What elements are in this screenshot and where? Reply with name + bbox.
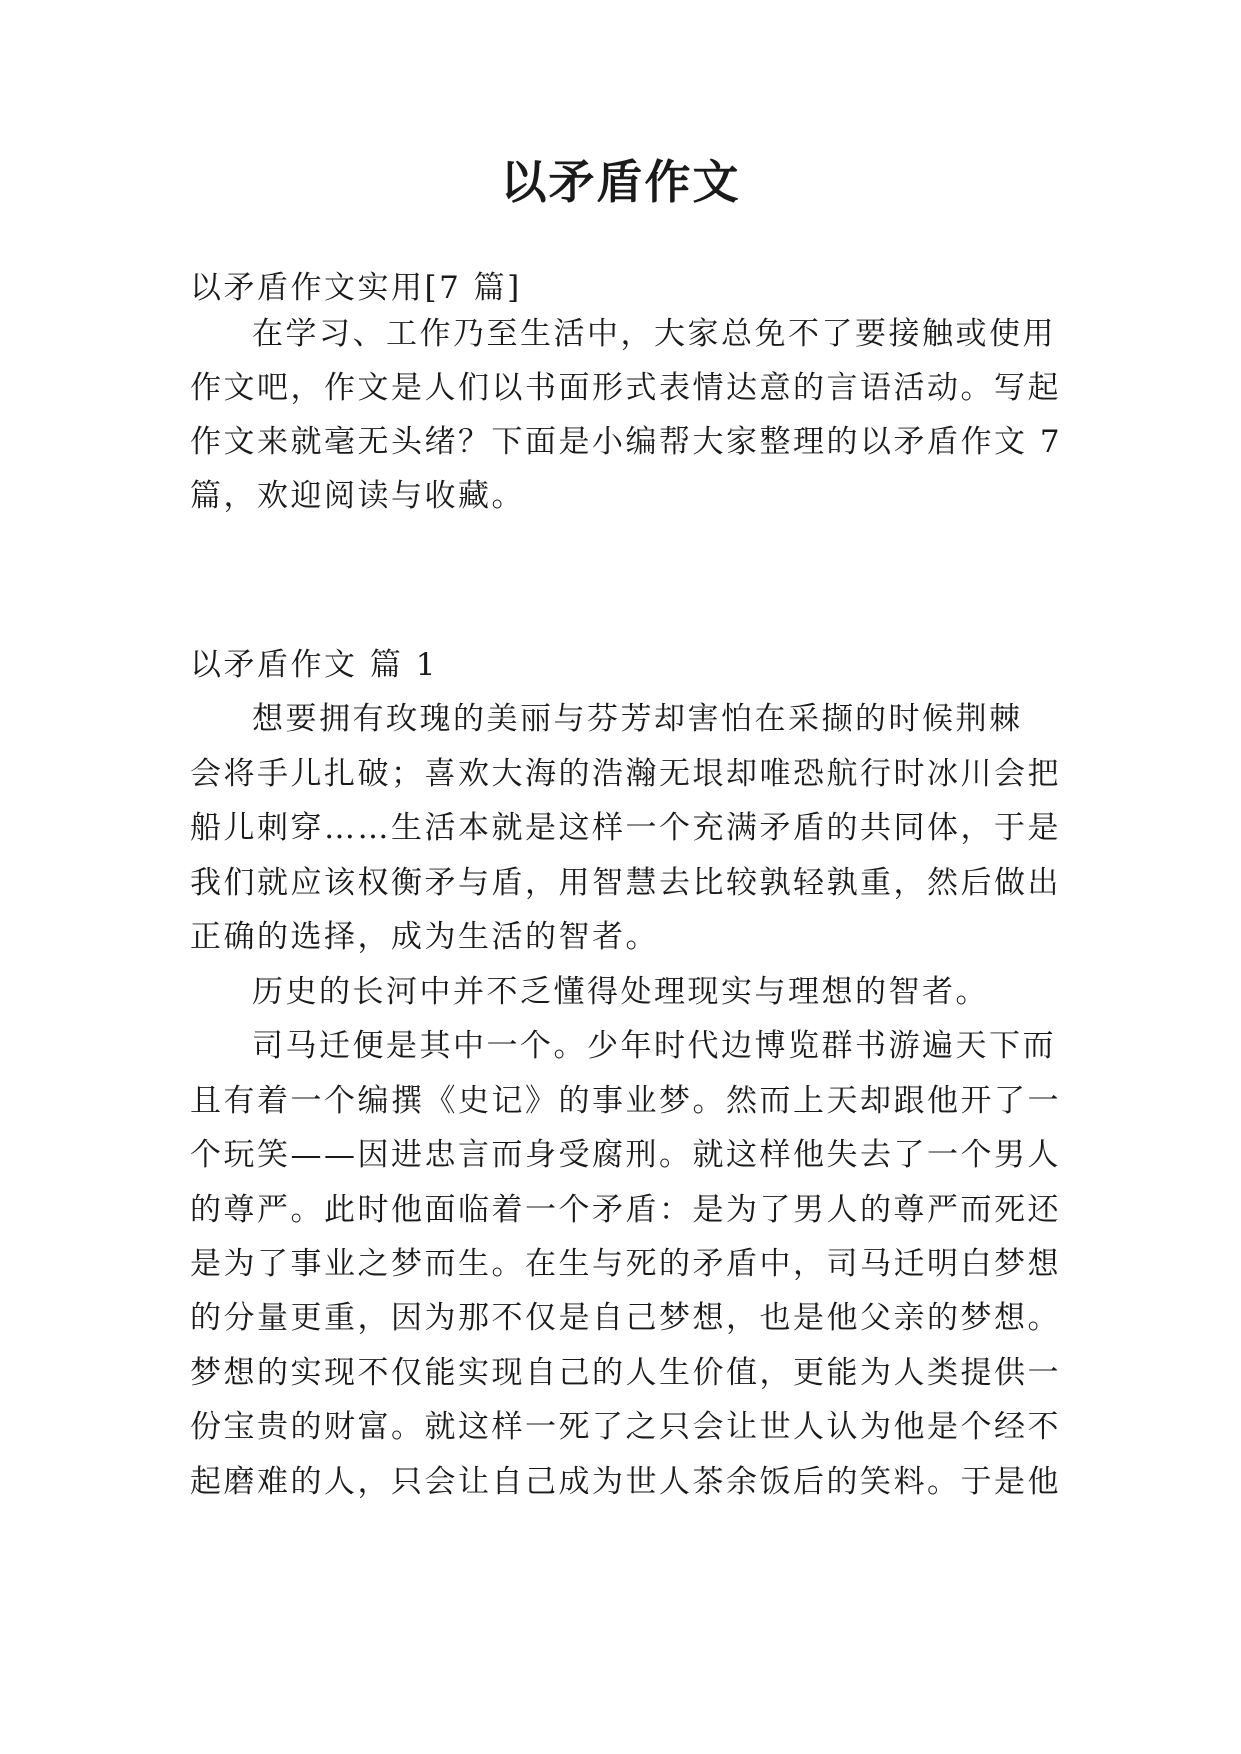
paragraph-line: 司马迁便是其中一个。少年时代边博览群书游遍天下而: [252, 1028, 1056, 1064]
document-subtitle: 以矛盾作文实用[7 篇]: [190, 270, 522, 306]
paragraph-line: 是为了事业之梦而生。在生与死的矛盾中，司马迁明白梦想: [190, 1246, 1061, 1282]
intro-line: 在学习、工作乃至生活中，大家总免不了要接触或使用: [252, 316, 1056, 352]
paragraph-line: 正确的选择，成为生活的智者。: [190, 919, 659, 955]
section-heading: 以矛盾作文 篇 1: [190, 647, 438, 683]
intro-line: 篇，欢迎阅读与收藏。: [190, 478, 525, 514]
paragraph-line: 且有着一个编撰《史记》的事业梦。然而上天却跟他开了一: [190, 1083, 1061, 1119]
paragraph-line: 梦想的实现不仅能实现自己的人生价值，更能为人类提供一: [190, 1355, 1061, 1391]
paragraph-line: 会将手儿扎破；喜欢大海的浩瀚无垠却唯恐航行时冰川会把: [190, 756, 1061, 792]
paragraph-line: 的尊严。此时他面临着一个矛盾：是为了男人的尊严而死还: [190, 1192, 1061, 1228]
document-title: 以矛盾作文: [500, 155, 741, 209]
paragraph-line: 个玩笑——因进忠言而身受腐刑。就这样他失去了一个男人: [190, 1137, 1061, 1173]
paragraph-line: 船儿刺穿……生活本就是这样一个充满矛盾的共同体，于是: [190, 810, 1061, 846]
paragraph-line: 我们就应该权衡矛与盾，用智慧去比较孰轻孰重，然后做出: [190, 865, 1061, 901]
intro-line: 作文吧，作文是人们以书面形式表情达意的言语活动。写起: [190, 370, 1061, 406]
paragraph-line: 份宝贵的财富。就这样一死了之只会让世人认为他是个经不: [190, 1409, 1061, 1445]
paragraph-line: 起磨难的人，只会让自己成为世人茶余饭后的笑料。于是他: [190, 1464, 1061, 1500]
intro-line: 作文来就毫无头绪？下面是小编帮大家整理的以矛盾作文 7: [190, 424, 1063, 460]
paragraph-line: 的分量更重，因为那不仅是自己梦想，也是他父亲的梦想。: [190, 1300, 1061, 1336]
paragraph-line: 想要拥有玫瑰的美丽与芬芳却害怕在采撷的时候荆棘: [252, 701, 1023, 737]
paragraph-line: 历史的长河中并不乏懂得处理现实与理想的智者。: [252, 974, 989, 1010]
